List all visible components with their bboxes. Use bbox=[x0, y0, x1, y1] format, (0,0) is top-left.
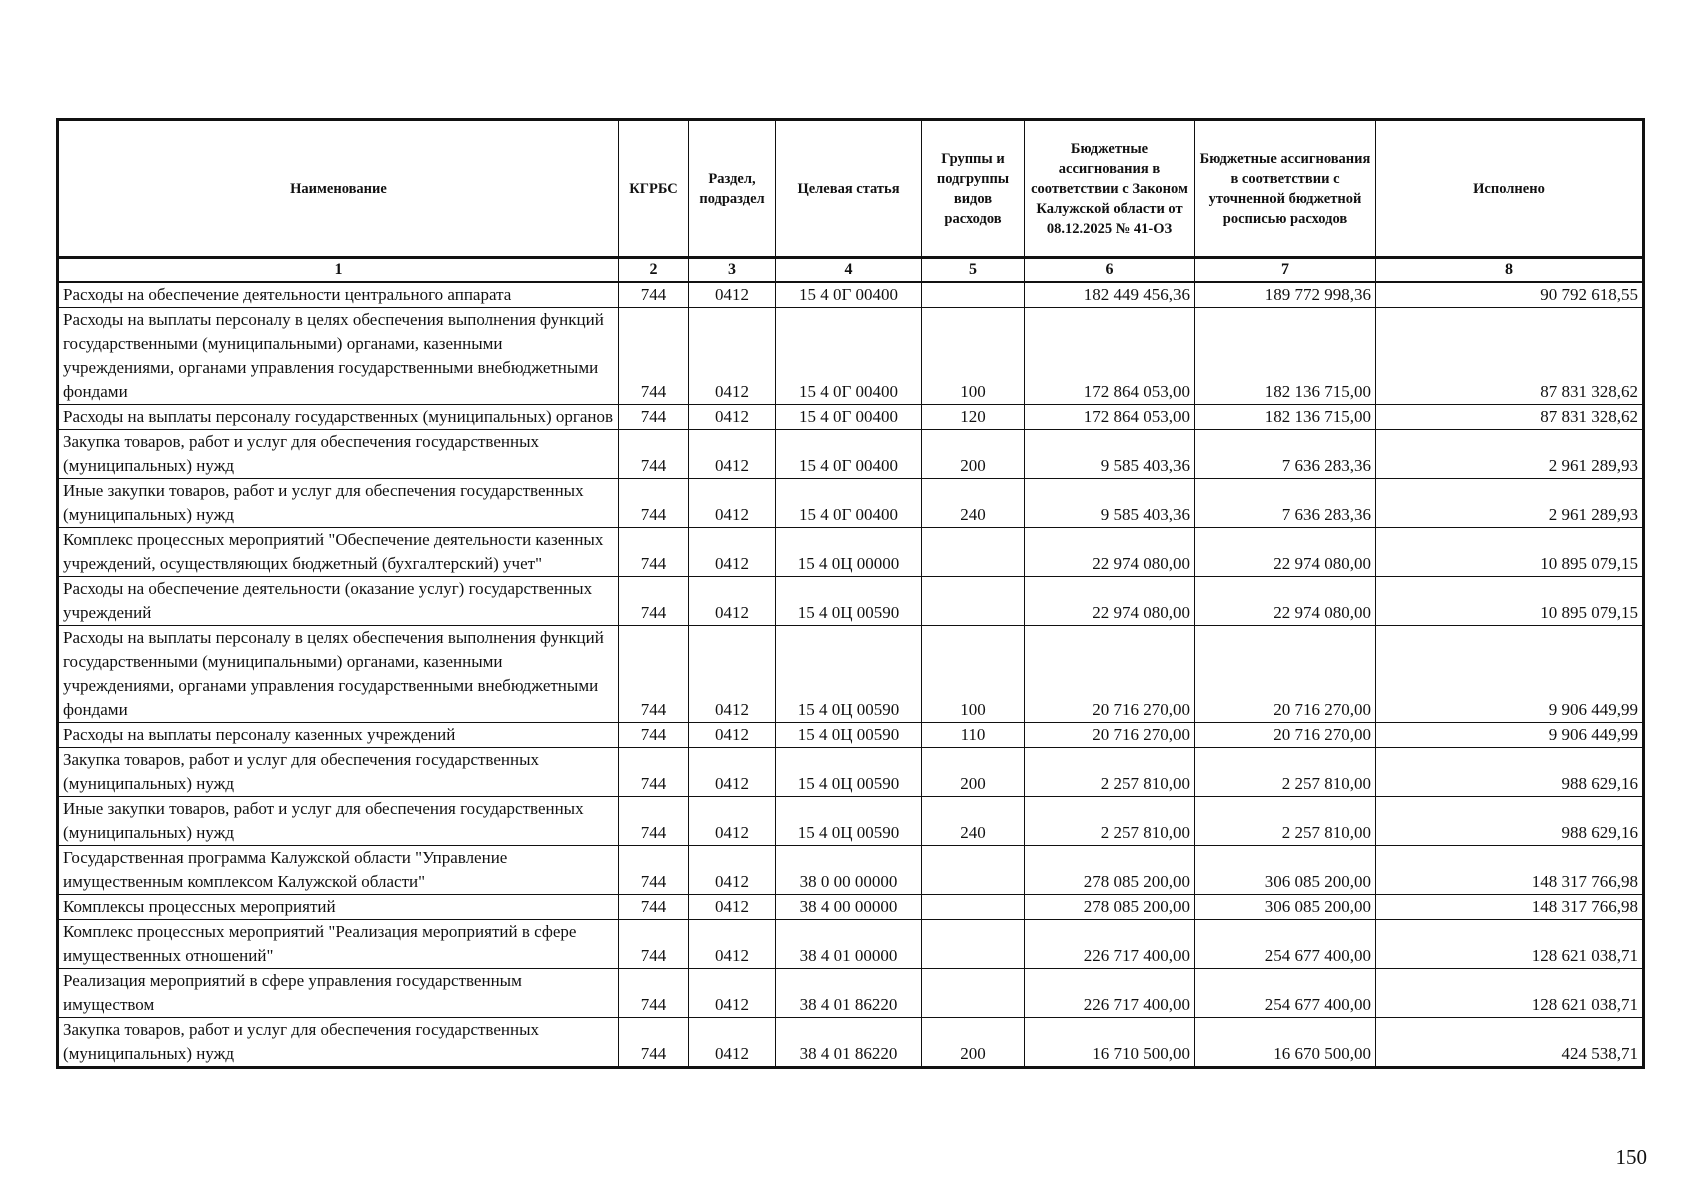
row-refined-amount: 2 257 810,00 bbox=[1195, 797, 1376, 846]
header-groups: Группы и подгруппы видов расходов bbox=[922, 120, 1025, 258]
row-name: Комплекс процессных мероприятий "Реализация мероприятий в сфере имущественных отношений" bbox=[58, 920, 619, 969]
row-kgrbs: 744 bbox=[619, 846, 689, 895]
header-kgrbs: КГРБС bbox=[619, 120, 689, 258]
row-law-amount: 182 449 456,36 bbox=[1025, 282, 1195, 308]
row-name: Комплексы процессных мероприятий bbox=[58, 895, 619, 920]
row-name: Иные закупки товаров, работ и услуг для обеспечения государственных (муниципальных) нужд bbox=[58, 797, 619, 846]
table-row bbox=[58, 308, 1644, 405]
row-refined-amount: 254 677 400,00 bbox=[1195, 969, 1376, 1018]
column-number: 2 bbox=[619, 258, 689, 283]
column-number: 7 bbox=[1195, 258, 1376, 283]
row-kgrbs: 744 bbox=[619, 626, 689, 723]
row-target: 38 4 01 00000 bbox=[776, 920, 922, 969]
row-kgrbs: 744 bbox=[619, 282, 689, 308]
row-name: Комплекс процессных мероприятий "Обеспечение деятельности казенных учреждений, осуществляющих бюджетный (бухгалтерский) учет" bbox=[58, 528, 619, 577]
row-law-amount: 226 717 400,00 bbox=[1025, 920, 1195, 969]
column-number-row bbox=[58, 258, 1644, 283]
row-target: 15 4 0Г 00400 bbox=[776, 282, 922, 308]
row-name: Закупка товаров, работ и услуг для обеспечения государственных (муниципальных) нужд bbox=[58, 1018, 619, 1068]
column-number: 5 bbox=[922, 258, 1025, 283]
column-number: 6 bbox=[1025, 258, 1195, 283]
row-kgrbs: 744 bbox=[619, 308, 689, 405]
row-section: 0412 bbox=[689, 528, 776, 577]
row-section: 0412 bbox=[689, 846, 776, 895]
row-law-amount: 20 716 270,00 bbox=[1025, 626, 1195, 723]
row-group: 120 bbox=[922, 405, 1025, 430]
row-group: 100 bbox=[922, 626, 1025, 723]
row-name: Закупка товаров, работ и услуг для обеспечения государственных (муниципальных) нужд bbox=[58, 748, 619, 797]
header-target: Целевая статья bbox=[776, 120, 922, 258]
row-name: Расходы на выплаты персоналу в целях обеспечения выполнения функций государственными (муниципальными) органами, казенными учреждениями, органами управления государственными внебюджетными фондами bbox=[58, 308, 619, 405]
row-law-amount: 226 717 400,00 bbox=[1025, 969, 1195, 1018]
row-section: 0412 bbox=[689, 577, 776, 626]
row-section: 0412 bbox=[689, 1018, 776, 1068]
header-name: Наименование bbox=[58, 120, 619, 258]
row-law-amount: 22 974 080,00 bbox=[1025, 528, 1195, 577]
row-refined-amount: 22 974 080,00 bbox=[1195, 528, 1376, 577]
header-law: Бюджетные ассигнования в соответствии с Законом Калужской области от 08.12.2025 № 41-ОЗ bbox=[1025, 120, 1195, 258]
row-target: 15 4 0Г 00400 bbox=[776, 405, 922, 430]
header-executed: Исполнено bbox=[1376, 120, 1644, 258]
row-group bbox=[922, 577, 1025, 626]
row-name: Реализация мероприятий в сфере управления государственным имуществом bbox=[58, 969, 619, 1018]
row-law-amount: 9 585 403,36 bbox=[1025, 479, 1195, 528]
row-section: 0412 bbox=[689, 405, 776, 430]
row-kgrbs: 744 bbox=[619, 405, 689, 430]
row-section: 0412 bbox=[689, 308, 776, 405]
row-group bbox=[922, 895, 1025, 920]
budget-table bbox=[56, 118, 1645, 1069]
row-group: 200 bbox=[922, 748, 1025, 797]
row-group: 240 bbox=[922, 479, 1025, 528]
row-kgrbs: 744 bbox=[619, 479, 689, 528]
row-target: 15 4 0Г 00400 bbox=[776, 430, 922, 479]
row-section: 0412 bbox=[689, 895, 776, 920]
table-body bbox=[58, 282, 1644, 1068]
column-number: 1 bbox=[58, 258, 619, 283]
row-kgrbs: 744 bbox=[619, 430, 689, 479]
table-row bbox=[58, 920, 1644, 969]
row-executed-amount: 90 792 618,55 bbox=[1376, 282, 1644, 308]
row-executed-amount: 988 629,16 bbox=[1376, 797, 1644, 846]
row-executed-amount: 2 961 289,93 bbox=[1376, 479, 1644, 528]
row-target: 15 4 0Ц 00590 bbox=[776, 626, 922, 723]
table-row bbox=[58, 1018, 1644, 1068]
row-name: Иные закупки товаров, работ и услуг для обеспечения государственных (муниципальных) нужд bbox=[58, 479, 619, 528]
row-executed-amount: 10 895 079,15 bbox=[1376, 577, 1644, 626]
row-refined-amount: 2 257 810,00 bbox=[1195, 748, 1376, 797]
row-refined-amount: 22 974 080,00 bbox=[1195, 577, 1376, 626]
row-target: 15 4 0Г 00400 bbox=[776, 308, 922, 405]
row-group bbox=[922, 846, 1025, 895]
row-executed-amount: 2 961 289,93 bbox=[1376, 430, 1644, 479]
row-executed-amount: 87 831 328,62 bbox=[1376, 405, 1644, 430]
row-target: 38 4 00 00000 bbox=[776, 895, 922, 920]
row-law-amount: 278 085 200,00 bbox=[1025, 895, 1195, 920]
row-executed-amount: 988 629,16 bbox=[1376, 748, 1644, 797]
table-header-row bbox=[58, 120, 1644, 258]
row-target: 15 4 0Ц 00590 bbox=[776, 577, 922, 626]
row-refined-amount: 16 670 500,00 bbox=[1195, 1018, 1376, 1068]
row-group: 240 bbox=[922, 797, 1025, 846]
row-target: 15 4 0Ц 00000 bbox=[776, 528, 922, 577]
row-name: Расходы на выплаты персоналу в целях обеспечения выполнения функций государственными (муниципальными) органами, казенными учреждениями, органами управления государственными внебюджетными фондами bbox=[58, 626, 619, 723]
row-name: Расходы на выплаты персоналу казенных учреждений bbox=[58, 723, 619, 748]
row-group bbox=[922, 528, 1025, 577]
row-refined-amount: 182 136 715,00 bbox=[1195, 405, 1376, 430]
row-refined-amount: 306 085 200,00 bbox=[1195, 895, 1376, 920]
row-executed-amount: 87 831 328,62 bbox=[1376, 308, 1644, 405]
row-name: Расходы на выплаты персоналу государственных (муниципальных) органов bbox=[58, 405, 619, 430]
row-executed-amount: 9 906 449,99 bbox=[1376, 723, 1644, 748]
row-section: 0412 bbox=[689, 969, 776, 1018]
row-executed-amount: 148 317 766,98 bbox=[1376, 846, 1644, 895]
column-number: 3 bbox=[689, 258, 776, 283]
row-law-amount: 2 257 810,00 bbox=[1025, 797, 1195, 846]
row-executed-amount: 128 621 038,71 bbox=[1376, 920, 1644, 969]
table-row bbox=[58, 723, 1644, 748]
row-target: 38 4 01 86220 bbox=[776, 969, 922, 1018]
row-refined-amount: 20 716 270,00 bbox=[1195, 626, 1376, 723]
row-target: 15 4 0Ц 00590 bbox=[776, 797, 922, 846]
row-kgrbs: 744 bbox=[619, 528, 689, 577]
column-number: 8 bbox=[1376, 258, 1644, 283]
row-executed-amount: 128 621 038,71 bbox=[1376, 969, 1644, 1018]
row-group: 110 bbox=[922, 723, 1025, 748]
table-row bbox=[58, 577, 1644, 626]
row-refined-amount: 182 136 715,00 bbox=[1195, 308, 1376, 405]
row-refined-amount: 20 716 270,00 bbox=[1195, 723, 1376, 748]
row-group bbox=[922, 920, 1025, 969]
row-kgrbs: 744 bbox=[619, 723, 689, 748]
row-refined-amount: 7 636 283,36 bbox=[1195, 430, 1376, 479]
column-number: 4 bbox=[776, 258, 922, 283]
row-group bbox=[922, 282, 1025, 308]
table-row bbox=[58, 748, 1644, 797]
table-row bbox=[58, 797, 1644, 846]
row-group: 100 bbox=[922, 308, 1025, 405]
row-executed-amount: 10 895 079,15 bbox=[1376, 528, 1644, 577]
row-section: 0412 bbox=[689, 920, 776, 969]
row-section: 0412 bbox=[689, 626, 776, 723]
table-row bbox=[58, 282, 1644, 308]
table-row bbox=[58, 479, 1644, 528]
row-kgrbs: 744 bbox=[619, 577, 689, 626]
row-name: Расходы на обеспечение деятельности (оказание услуг) государственных учреждений bbox=[58, 577, 619, 626]
row-refined-amount: 7 636 283,36 bbox=[1195, 479, 1376, 528]
row-section: 0412 bbox=[689, 797, 776, 846]
row-target: 38 0 00 00000 bbox=[776, 846, 922, 895]
row-group: 200 bbox=[922, 1018, 1025, 1068]
table-row bbox=[58, 430, 1644, 479]
row-target: 15 4 0Ц 00590 bbox=[776, 723, 922, 748]
row-refined-amount: 254 677 400,00 bbox=[1195, 920, 1376, 969]
document-page bbox=[56, 118, 1642, 1069]
page-number: 150 bbox=[1615, 1145, 1647, 1169]
row-law-amount: 172 864 053,00 bbox=[1025, 405, 1195, 430]
row-target: 15 4 0Г 00400 bbox=[776, 479, 922, 528]
table-row bbox=[58, 895, 1644, 920]
row-kgrbs: 744 bbox=[619, 895, 689, 920]
row-kgrbs: 744 bbox=[619, 748, 689, 797]
row-executed-amount: 424 538,71 bbox=[1376, 1018, 1644, 1068]
header-refined: Бюджетные ассигнования в соответствии с уточненной бюджетной росписью расходов bbox=[1195, 120, 1376, 258]
row-name: Государственная программа Калужской области "Управление имущественным комплексом Калужской области" bbox=[58, 846, 619, 895]
row-refined-amount: 189 772 998,36 bbox=[1195, 282, 1376, 308]
table-row bbox=[58, 969, 1644, 1018]
row-group: 200 bbox=[922, 430, 1025, 479]
table-row bbox=[58, 405, 1644, 430]
row-section: 0412 bbox=[689, 282, 776, 308]
row-target: 15 4 0Ц 00590 bbox=[776, 748, 922, 797]
row-law-amount: 172 864 053,00 bbox=[1025, 308, 1195, 405]
table-row bbox=[58, 528, 1644, 577]
row-executed-amount: 9 906 449,99 bbox=[1376, 626, 1644, 723]
row-law-amount: 22 974 080,00 bbox=[1025, 577, 1195, 626]
row-law-amount: 2 257 810,00 bbox=[1025, 748, 1195, 797]
row-kgrbs: 744 bbox=[619, 797, 689, 846]
row-group bbox=[922, 969, 1025, 1018]
table-row bbox=[58, 626, 1644, 723]
row-law-amount: 20 716 270,00 bbox=[1025, 723, 1195, 748]
row-executed-amount: 148 317 766,98 bbox=[1376, 895, 1644, 920]
row-section: 0412 bbox=[689, 430, 776, 479]
row-kgrbs: 744 bbox=[619, 1018, 689, 1068]
row-section: 0412 bbox=[689, 479, 776, 528]
row-refined-amount: 306 085 200,00 bbox=[1195, 846, 1376, 895]
row-law-amount: 9 585 403,36 bbox=[1025, 430, 1195, 479]
row-law-amount: 278 085 200,00 bbox=[1025, 846, 1195, 895]
row-kgrbs: 744 bbox=[619, 969, 689, 1018]
header-section: Раздел, подраздел bbox=[689, 120, 776, 258]
row-section: 0412 bbox=[689, 723, 776, 748]
row-kgrbs: 744 bbox=[619, 920, 689, 969]
row-name: Закупка товаров, работ и услуг для обеспечения государственных (муниципальных) нужд bbox=[58, 430, 619, 479]
row-section: 0412 bbox=[689, 748, 776, 797]
row-target: 38 4 01 86220 bbox=[776, 1018, 922, 1068]
row-name: Расходы на обеспечение деятельности центрального аппарата bbox=[58, 282, 619, 308]
table-row bbox=[58, 846, 1644, 895]
row-law-amount: 16 710 500,00 bbox=[1025, 1018, 1195, 1068]
